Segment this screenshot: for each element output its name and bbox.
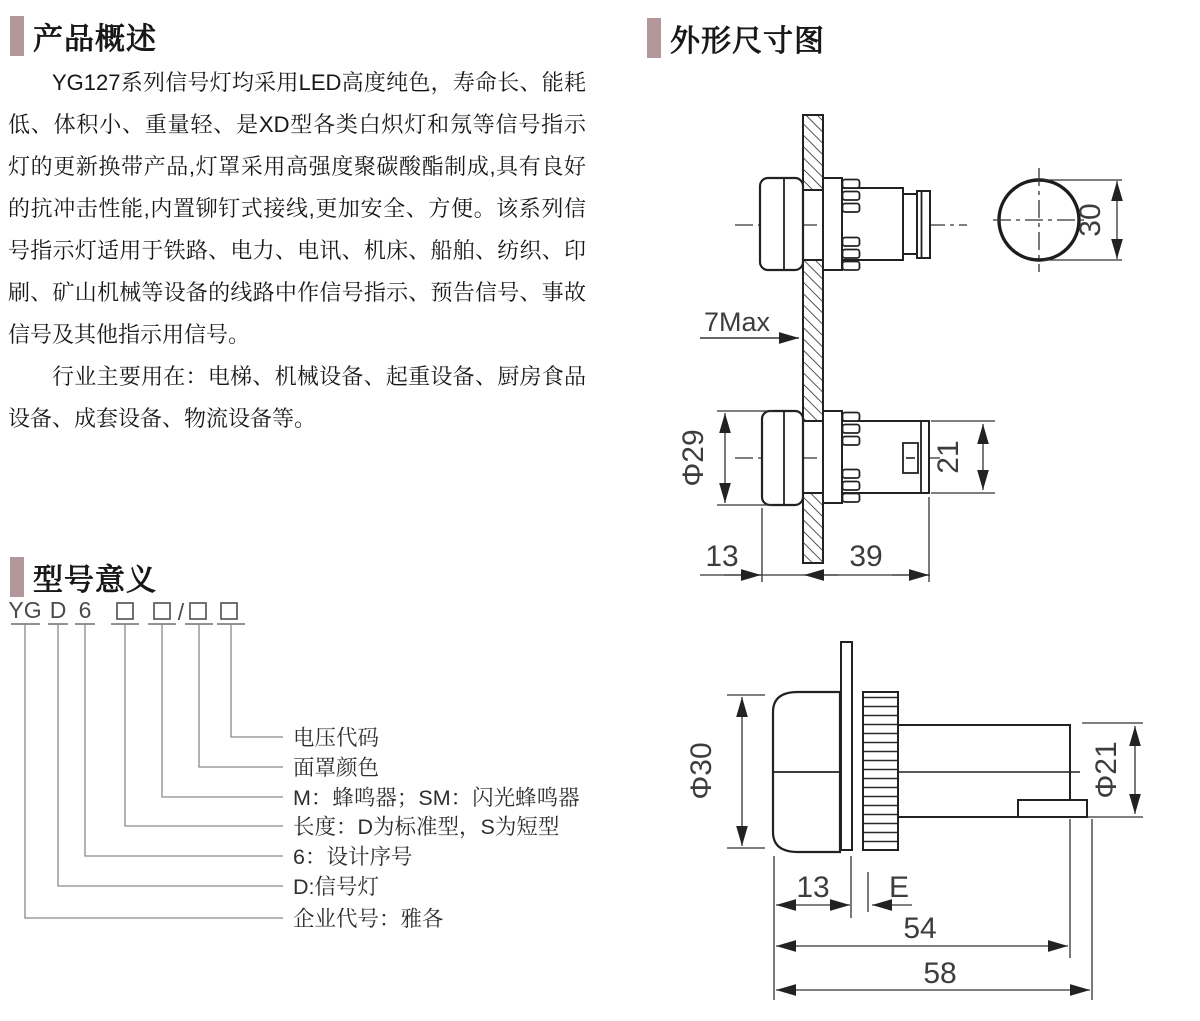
model-label-voltage-code: 电压代码: [293, 726, 380, 750]
head-diameter-label: Φ30: [685, 742, 718, 800]
model-code-diagram: [0, 595, 600, 1021]
model-label-design-serial: 6：设计序号: [293, 845, 413, 869]
code-letter-6: 6: [78, 597, 92, 623]
panel-plate: [841, 642, 852, 850]
front-length-label: 13: [705, 540, 739, 573]
mounting-panel: [801, 115, 825, 563]
code-leader-lines: [25, 624, 283, 918]
code-slash: /: [177, 599, 185, 625]
code-letter-yg: YG: [8, 597, 42, 623]
dim-30: [727, 695, 765, 848]
side-view-dimensioned: [677, 411, 995, 582]
latch-clip: [903, 443, 918, 473]
dimensions-section-header: [647, 16, 825, 60]
head-length-label: 13: [796, 871, 830, 904]
model-label-signal-lamp: D:信号灯: [293, 875, 380, 899]
front-diameter-label: 30: [1074, 203, 1107, 237]
model-section-header: [10, 555, 157, 599]
panel-thickness-label: 7Max: [703, 307, 771, 337]
model-label-buzzer: M：蜂鸣器；SM：闪光蜂鸣器: [293, 786, 580, 810]
overview-paragraph-1: YG127系列信号灯均采用LED高度纯色，寿命长、能耗低、体积小、重量轻、是XD型各类白炽灯和氖等信号指示灯的更新换带产品,灯罩采用高强度聚碳酸酯制成,具有良好的抗冲击性能,内置铆钉式接线,更加安全、方便。该系列信号指示灯适用于铁路、电力、电讯、机床、船舶、纺织、印刷、矿山机械等设备的线路中作信号指示、预告信号、事故信号及其他指示用信号。: [8, 70, 586, 347]
model-label-company-code: 企业代号：雅各: [293, 907, 444, 931]
side-view-full: [685, 642, 1143, 1000]
length-58-label: 58: [923, 957, 957, 990]
model-label-mask-color: 面罩颜色: [293, 756, 380, 780]
gap-label: E: [888, 871, 910, 904]
section-accent-bar: [10, 557, 24, 597]
overview-paragraph-2: 行业主要用在：电梯、机械设备、起重设备、厨房食品设备、成套设备、物流设备等。: [8, 364, 586, 431]
code-letter-d: D: [49, 597, 67, 623]
body-diameter-label: 21: [932, 440, 965, 474]
overview-text-block: [8, 62, 586, 440]
terminal-tab: [1018, 800, 1087, 817]
outline-dimension-drawing: [600, 60, 1200, 1021]
front-view-circle: [993, 168, 1122, 272]
overview-section-header: [10, 14, 157, 58]
knurled-nut: [863, 692, 898, 850]
head-diameter-label: Φ29: [677, 429, 710, 487]
section-accent-bar: [647, 18, 661, 58]
section-accent-bar: [10, 16, 24, 56]
rear-length-label: 39: [849, 540, 883, 573]
side-view-mounted: [700, 178, 967, 338]
length-54-label: 54: [903, 912, 937, 945]
model-section-title: 型号意义: [33, 564, 157, 597]
model-label-length: 长度：D为标准型，S为短型: [293, 815, 560, 839]
overview-section-title: 产品概述: [33, 23, 157, 56]
body-diameter-label: Φ21: [1090, 741, 1123, 799]
dimensions-section-title: 外形尺寸图: [670, 25, 825, 58]
